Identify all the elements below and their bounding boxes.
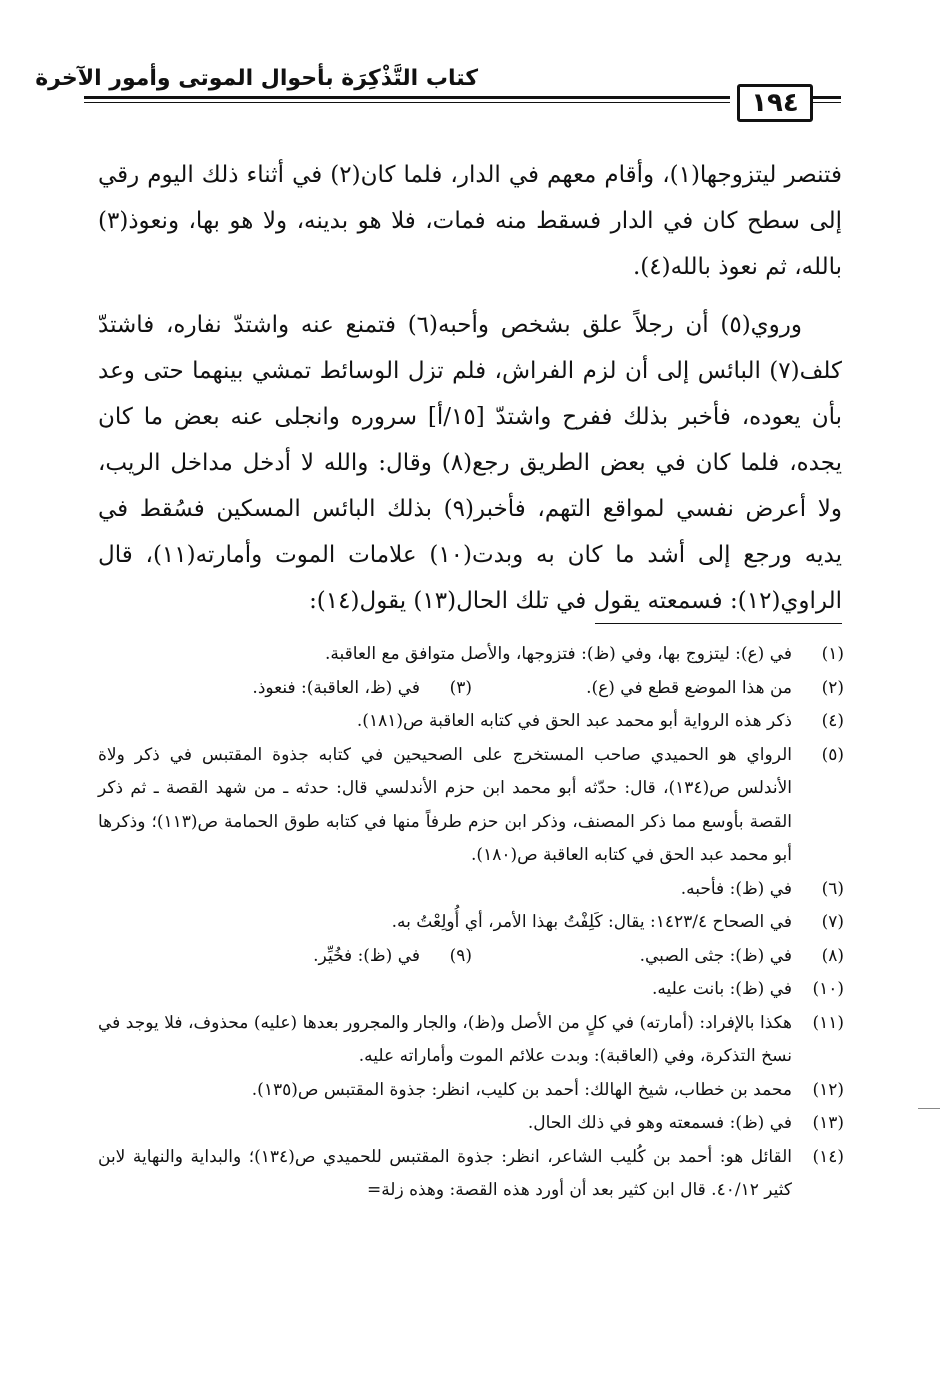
footnote (472, 672, 844, 706)
footnote-number: (١١) (812, 1012, 844, 1033)
footnote (252, 672, 472, 706)
footnote-number: (١٤) (812, 1146, 844, 1167)
footnote-pair (98, 672, 844, 706)
footnotes (98, 638, 844, 1208)
footnote-separator (595, 623, 842, 624)
footnote (98, 638, 844, 672)
page-number: ١٩٤ (737, 84, 813, 122)
footnote-text: الرواي هو الحميدي صاحب المستخرج على الصحيحين في كتابه جذوة المقتبس في ذكر ولاة الأندلس ص(١٣٤)، قال: حدّثه أبو محمد ابن حزم الأندلسي قال: حدثه ـ من شهد القصة ـ ثم ذكر القصة بأوسع مما ذكر المصنف، وذكر ابن حزم طرفاً منها في كتابه طوق الحمامة ص(١١٣)؛ وذكرها أبو محمد عبد الحق في كتابه العاقبة ص(١٨٠). (98, 744, 792, 865)
footnote-text: ذكر هذه الرواية أبو محمد عبد الحق في كتابه العاقبة ص(١٨١). (356, 711, 792, 731)
footnote-text: في (ع): ليتزوج بها، وفي (ظ): فتزوجها، والأصل متوافق مع العاقبة. (325, 644, 792, 664)
footnote (98, 973, 844, 1007)
footnote (98, 906, 844, 940)
footnote-text: من هذا الموضع قطع في (ع). (586, 677, 792, 698)
footnote (98, 1007, 844, 1074)
footnote (98, 705, 844, 739)
running-title: كتاب التَّذْكِرَة بأحوال الموتى وأمور الآخرة (35, 66, 478, 91)
header-rule-right-thick (813, 96, 841, 99)
header-rule-thick (84, 96, 730, 99)
footnote-text: في (ظ): جثى الصبي. (639, 945, 792, 966)
footnote-number: (٥) (821, 744, 844, 765)
header-rule-thin (84, 102, 730, 103)
footnote-text: في (ظ): فأحبه. (680, 878, 792, 899)
footnote (98, 1141, 844, 1208)
footnote (98, 1074, 844, 1108)
footnote-number: (٨) (821, 945, 844, 966)
footnote-pair (98, 940, 844, 974)
footnote-number: (٣) (449, 677, 472, 698)
footnote-text: في الصحاح ١٤٢٣/٤: يقال: كَلِفْتُ بهذا الأمر، أي أُولِعْتُ به. (391, 912, 792, 932)
footnote-text: في (ظ): فخُيِّر. (313, 945, 420, 966)
footnote-number: (٤) (821, 711, 844, 731)
footnote-number: (١٠) (812, 979, 844, 999)
footnote-text: في (ظ، العاقبة): فنعوذ. (252, 677, 420, 698)
main-text (98, 152, 842, 624)
footnote (472, 940, 844, 974)
paragraph-1: فتنصر ليتزوجها(١)، وأقام معهم في الدار، فلما كان(٢) في أثناء ذلك اليوم رقي إلى سطح كان في الدار فسقط منه فمات، فلا هو بدينه، ولا هو بها، ونعوذ(٣) بالله، ثم نعوذ بالله(٤). (98, 162, 842, 280)
footnote-number: (٢) (821, 677, 844, 698)
footnote-number: (٩) (449, 945, 472, 966)
footnote-number: (١٣) (812, 1113, 844, 1133)
footnote (98, 739, 844, 873)
footnote-text: في (ظ): فسمعته وهو في ذلك الحال. (527, 1113, 792, 1133)
footnote-number: (١٢) (812, 1079, 844, 1100)
footnote-number: (١) (821, 644, 844, 664)
footnote-text: هكذا بالإفراد: (أمارته) في كلٍ من الأصل و(ظ)، والجار والمجرور بعدها (عليه) محذوف، فلا يوجد في نسخ التذكرة، وفي (العاقبة): وبدت علائم الموت وأماراته عليه. (98, 1012, 792, 1066)
header-rule-right-thin (813, 102, 841, 103)
footnote-number: (٦) (821, 878, 844, 899)
footnote-number: (٧) (821, 912, 844, 932)
margin-mark (918, 1108, 940, 1109)
footnote-text: القائل هو: أحمد بن كُليب الشاعر، انظر: جذوة المقتبس للحميدي ص(١٣٤)؛ والبداية والنهاية لابن كثير ٤٠/١٢. قال ابن كثير بعد أن أورد هذه القصة: وهذه زلة= (98, 1146, 793, 1200)
footnote (98, 1107, 844, 1141)
paragraph-2: وروي(٥) أن رجلاً علق بشخص وأحبه(٦) فتمنع عنه واشتدّ نفاره، فاشتدّ كلف(٧) البائس إلى أن لزم الفراش، فلم تزل الوسائط تمشي بينهما حتى وعد بأن يعوده، فأخبر بذلك ففرح واشتدّ [١٥/أ] سروره وانجلى عنه بعض ما كان يجده، فلما كان في بعض الطريق رجع(٨) وقال: والله لا أدخل مداخل الريب، ولا أعرض نفسي لمواقع التهم، فأخبر(٩) بذلك البائس المسكين فسُقط في يديه ورجع إلى أشد ما كان به وبدت(١٠) علامات الموت وأمارته(١١)، قال الراوي(١٢): فسمعته يقول في تلك الحال(١٣) يقول(١٤): (98, 312, 842, 614)
footnote (98, 873, 844, 907)
footnote (313, 940, 472, 974)
footnote-text: في (ظ): بانت عليه. (652, 979, 792, 999)
footnote-text: محمد بن خطاب، شيخ الهالك: أحمد بن كليب، انظر: جذوة المقتبس ص(١٣٥). (251, 1079, 792, 1100)
